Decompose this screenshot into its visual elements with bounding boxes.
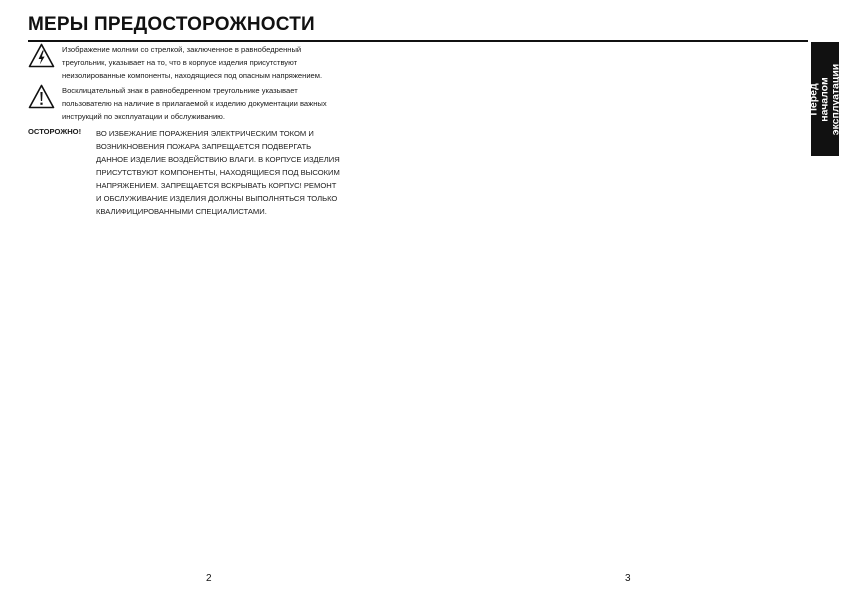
section-side-tab [807,42,842,156]
exclamation-triangle-icon [28,84,55,109]
page-number-right: 3 [625,573,631,584]
side-tab-label: Перед началом эксплуатации [807,63,842,135]
caution-label: ОСТОРОЖНО! [28,127,82,136]
page-title: МЕРЫ ПРЕДОСТОРОЖНОСТИ [28,14,315,35]
lightning-triangle-icon [28,43,55,68]
warning-lightning-text: Изображение молнии со стрелкой, заключенное в равнобедренный треугольник, указывает на то, что в корпусе изделия присутствуют неизолированные компоненты, находящиеся под опасным напряжением. [62,45,323,80]
title-underline [28,40,808,42]
caution-text: ВО ИЗБЕЖАНИЕ ПОРАЖЕНИЯ ЭЛЕКТРИЧЕСКИМ ТОКОМ И ВОЗНИКНОВЕНИЯ ПОЖАРА ЗАПРЕЩАЕТСЯ ПОДВЕРГАТЬ ДАННОЕ ИЗДЕЛИЕ ВОЗДЕЙСТВИЮ ВЛАГИ. В КОРПУСЕ ИЗДЕЛИЯ ПРИСУТСТВУЮТ КОМПОНЕНТЫ, НАХОДЯЩИЕСЯ ПОД ВЫСОКИМ НАПРЯЖЕНИЕМ. ЗАПРЕЩАЕТСЯ ВСКРЫВАТЬ КОРПУС! РЕМОНТ И ОБСЛУЖИВАНИЕ ИЗДЕЛИЯ ДОЛЖНЫ ВЫПОЛНЯТЬСЯ ТОЛЬКО КВАЛИФИЦИРОВАННЫМИ СПЕЦИАЛИСТАМИ. [96,129,340,216]
page-number-left: 2 [206,573,212,584]
warning-exclamation-text: Восклицательный знак в равнобедренном треугольнике указывает пользователю на наличие в прилагаемой к изделию документации важных инструкций по эксплуатации и обслуживанию. [62,86,327,121]
